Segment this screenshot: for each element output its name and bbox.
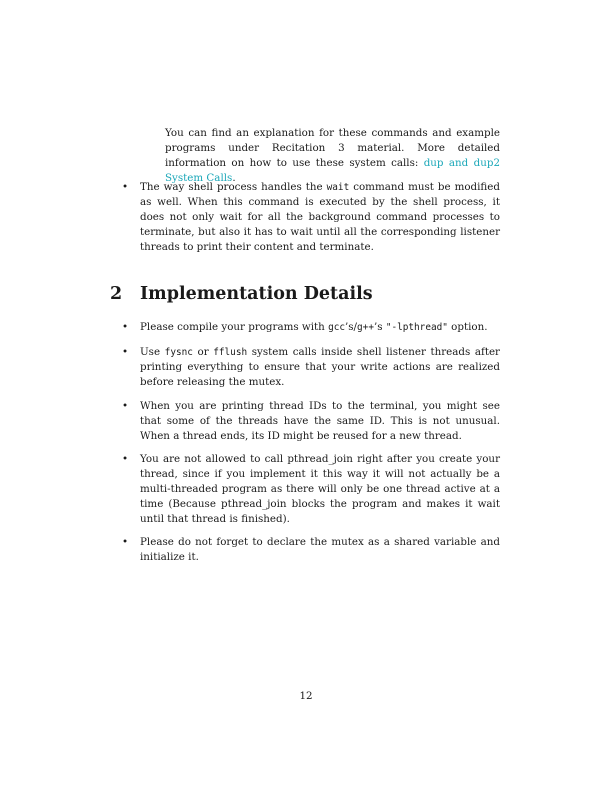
code-fysnc: fysnc: [164, 347, 193, 358]
text-segment: or: [192, 346, 214, 358]
page-number: 12: [299, 690, 313, 702]
list-item-text: You are not allowed to call pthread_join right after you create your thread, since if you implement it this way it will not actually be a multi-threaded program as there will only be one thread active at a time (Because pthread_join blocks the program and makes it wait until that thread is finished).: [140, 453, 500, 525]
code-wait: wait: [326, 182, 350, 193]
text-segment: Use: [140, 346, 165, 358]
list-item-text: Please do not forget to declare the mutex as a shared variable and initialize it.: [140, 536, 500, 563]
text-segment: The way shell process handles the: [140, 181, 327, 193]
bullet-icon: •: [122, 536, 129, 548]
code-gpp: g++: [357, 322, 374, 333]
list-item-text: When you are printing thread IDs to the terminal, you might see that some of the threads have the same ID. This is not unusual. When a thread ends, its ID might be reused for a new thread.: [140, 400, 500, 442]
text-segment: command must be modified as well. When this command is executed by the shell process, it does not only wait for all the background command processes to terminate, but also it has to wait until all the corresponding listener threads to print their content and terminate.: [140, 181, 500, 253]
bullet-icon: •: [122, 453, 129, 465]
bullet-icon: •: [122, 321, 129, 333]
continuation-text: You can find an explanation for these commands and example programs under Recitation 3 material. More detailed information on how to use these system calls:: [165, 127, 500, 169]
text-segment: system calls inside shell listener threads after printing everything to ensure that your write actions are realized before releasing the mutex.: [140, 346, 500, 388]
bullet-icon: •: [122, 346, 129, 358]
text-segment: ’s: [373, 321, 386, 333]
text-segment: option.: [447, 321, 488, 333]
list-item-text: [140, 345, 500, 390]
bullet-icon: •: [122, 181, 129, 193]
code-gcc: gcc: [328, 322, 345, 333]
section-heading: [110, 284, 373, 304]
continuation-period: .: [232, 172, 236, 184]
text-segment: Please compile your programs with: [140, 321, 329, 333]
bullet-icon: •: [122, 400, 129, 412]
continuation-paragraph: [165, 126, 500, 186]
list-item-text: [140, 180, 500, 255]
code-lpthread: "-lpthread": [385, 322, 448, 333]
code-fflush: fflush: [213, 347, 248, 358]
section-title: Implementation Details: [140, 284, 373, 304]
dup-system-calls-link[interactable]: dup and dup2 System Calls: [165, 157, 500, 184]
text-segment: ’s/: [345, 321, 358, 333]
list-item-text: [140, 320, 500, 335]
section-number: 2: [110, 284, 123, 304]
